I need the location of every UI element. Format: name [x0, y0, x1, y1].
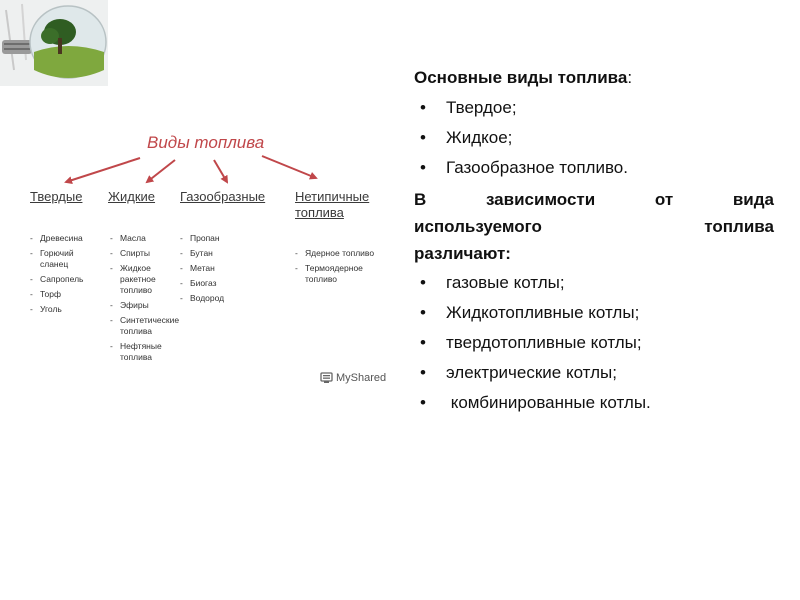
- list-item: - Горючий сланец: [30, 248, 90, 270]
- myshared-watermark: [320, 372, 386, 384]
- list-item: - Эфиры: [110, 300, 190, 311]
- list-item: - Пропан: [180, 233, 255, 244]
- liquid-fuels-list: [110, 233, 190, 367]
- arrow-to-gas: [214, 160, 227, 182]
- list-item: - Уголь: [30, 304, 100, 315]
- list-item: - Жидкое ракетное топливо: [110, 263, 166, 296]
- category-solid: Твердые: [30, 189, 83, 204]
- atypical-fuels-list: [295, 248, 385, 289]
- list-item: • твердотопливные котлы;: [414, 328, 774, 358]
- list-item: - Масла: [110, 233, 190, 244]
- watermark-text: MyShared: [336, 372, 387, 384]
- arrow-to-solid: [66, 158, 140, 182]
- boilers-intro-line-1: В зависимости от вида: [414, 190, 774, 209]
- list-item: - Синтетические топлива: [110, 315, 186, 337]
- list-item: • Твердое;: [414, 93, 774, 123]
- lightbulb-logo: [0, 0, 108, 86]
- list-item: - Спирты: [110, 248, 190, 259]
- lightbulb-tree-icon: [0, 0, 108, 86]
- boilers-intro-line-2: используемого топлива: [414, 217, 774, 236]
- fuel-types-list: [414, 93, 774, 183]
- list-item: - Торф: [30, 289, 100, 300]
- list-item: - Древесина: [30, 233, 100, 244]
- arrow-to-liquid: [147, 160, 175, 182]
- list-item: • Жидкотопливные котлы;: [414, 298, 774, 328]
- list-item: • комбинированные котлы.: [414, 388, 774, 418]
- list-item: - Термоядерное топливо: [295, 263, 379, 285]
- fuel-types-diagram: [0, 120, 400, 400]
- category-atypical: Нетипичные топлива: [295, 189, 370, 220]
- list-item: - Биогаз: [180, 278, 255, 289]
- myshared-logo-icon: [320, 372, 333, 384]
- list-item: • электрические котлы;: [414, 358, 774, 388]
- category-gaseous: Газообразные: [180, 189, 266, 204]
- list-item: - Ядерное топливо: [295, 248, 385, 259]
- list-item: - Сапропель: [30, 274, 100, 285]
- list-item: • газовые котлы;: [414, 268, 774, 298]
- list-item: - Бутан: [180, 248, 255, 259]
- boilers-intro-line-3: различают:: [414, 244, 511, 263]
- fuel-types-heading: Основные виды топлива:: [414, 68, 633, 87]
- boiler-types-list: [414, 268, 774, 418]
- list-item: - Нефтяные топлива: [110, 341, 172, 363]
- list-item: • Газообразное топливо.: [414, 153, 774, 183]
- category-liquid: Жидкие: [108, 189, 156, 204]
- main-text-block: [414, 63, 774, 418]
- list-item: • Жидкое;: [414, 123, 774, 153]
- solid-fuels-list: [30, 233, 100, 319]
- list-item: - Водород: [180, 293, 255, 304]
- gaseous-fuels-list: [180, 233, 255, 308]
- arrow-to-atypical: [262, 156, 316, 178]
- list-item: - Метан: [180, 263, 255, 274]
- diagram-title: Виды топлива: [147, 133, 265, 152]
